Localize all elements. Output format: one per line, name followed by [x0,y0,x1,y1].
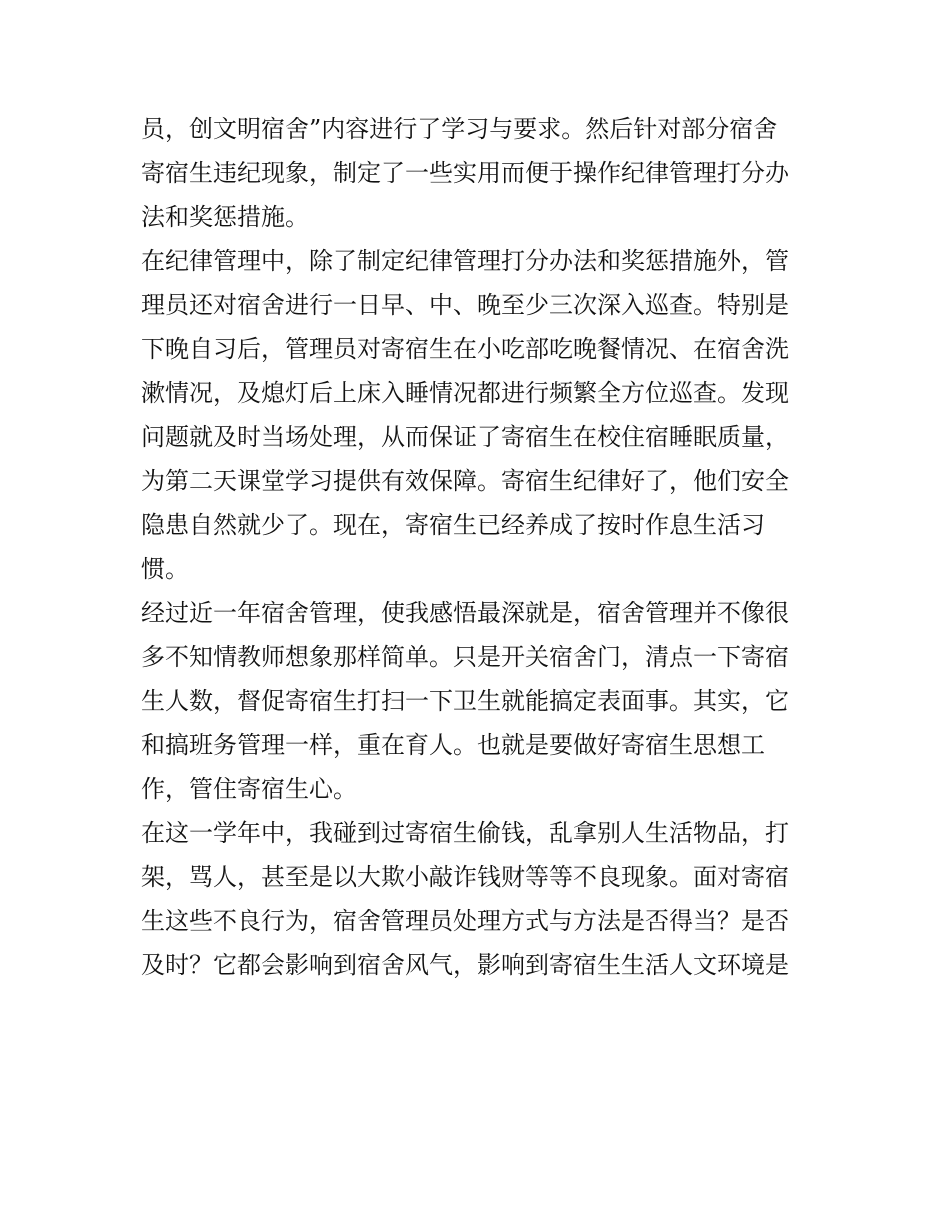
text-line: 漱情况，及熄灯后上床入睡情况都进行频繁全方位巡查。发现 [141,379,789,407]
text-line: 隐患自然就少了。现在，寄宿生已经养成了按时作息生活习 [141,511,765,539]
text-line: 员，创文明宿舍”内容进行了学习与要求。然后针对部分宿舍 [141,115,778,143]
text-line: 为第二天课堂学习提供有效保障。寄宿生纪律好了，他们安全 [141,467,789,495]
text-line: 生人数，督促寄宿生打扫一下卫生就能搞定表面事。其实，它 [141,687,789,715]
text-line: 理员还对宿舍进行一日早、中、晚至少三次深入巡查。特别是 [141,291,789,319]
text-line: 在纪律管理中，除了制定纪律管理打分办法和奖惩措施外，管 [141,247,789,275]
text-line: 法和奖惩措施。 [141,203,309,231]
text-line: 作，管住寄宿生心。 [141,775,357,803]
text-line: 在这一学年中，我碰到过寄宿生偷钱，乱拿别人生活物品，打 [141,819,789,847]
text-line: 生这些不良行为，宿舍管理员处理方式与方法是否得当？是否 [141,907,789,935]
text-line: 经过近一年宿舍管理，使我感悟最深就是，宿舍管理并不像很 [141,599,789,627]
text-line: 多不知情教师想象那样简单。只是开关宿舍门，清点一下寄宿 [141,643,789,671]
body-text [141,107,821,987]
text-line: 下晚自习后，管理员对寄宿生在小吃部吃晚餐情况、在宿舍洗 [141,335,789,363]
text-line: 惯。 [141,555,189,583]
text-line: 问题就及时当场处理，从而保证了寄宿生在校住宿睡眠质量， [141,423,789,451]
text-line: 及时？它都会影响到宿舍风气，影响到寄宿生生活人文环境是 [141,951,789,979]
text-line: 和搞班务管理一样，重在育人。也就是要做好寄宿生思想工 [141,731,765,759]
text-line: 架，骂人，甚至是以大欺小敲诈钱财等等不良现象。面对寄宿 [141,863,789,891]
text-line: 寄宿生违纪现象，制定了一些实用而便于操作纪律管理打分办 [141,159,789,187]
